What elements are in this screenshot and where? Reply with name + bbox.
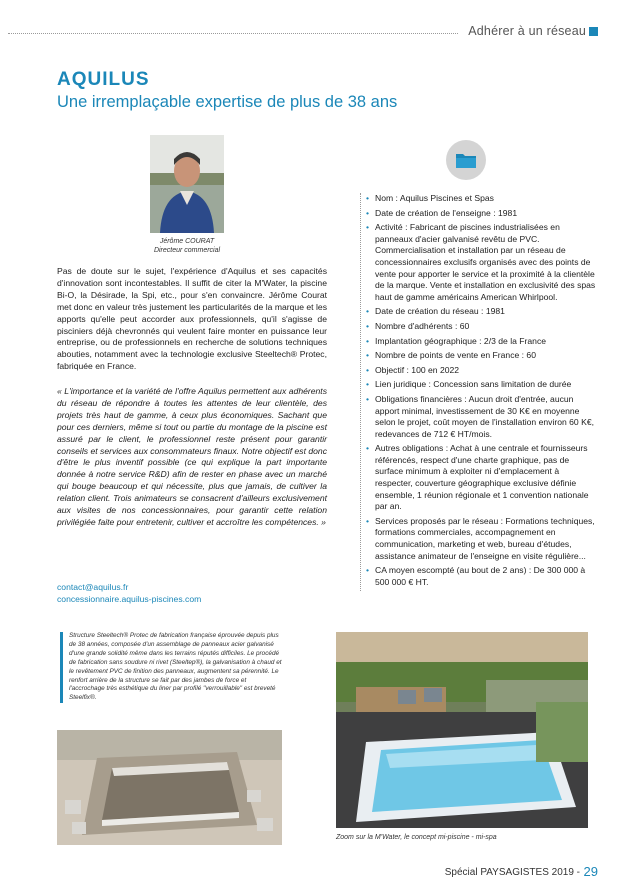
contact-email-link[interactable]: contact@aquilus.fr — [57, 582, 129, 592]
fact-item: • Lien juridique : Concession sans limitation de durée — [366, 379, 596, 391]
fact-item: • Nombre d'adhérents : 60 — [366, 321, 596, 333]
portrait-role: Directeur commercial — [153, 247, 221, 254]
portrait-photo — [150, 135, 224, 233]
intro-paragraph: Pas de doute sur le sujet, l'expérience d'Aquilus et ses capacités d'innovation sont incontestables. Il suffit de citer la M'Water, la piscine Bi-O, la Désirade, la Spi, etc., pour s'en convaincre. Jérôme Courat met donc en valeur très justement les particularités de la marque et les apports qu'elle peut accorder aux professionnels, qu'il s'agisse de pisciniers déjà chevronnés qui veulent faire monter en puissance leur entreprise, ou de professionnels en recherche de solutions techniques abouties, notamment avec la technologie exclusive Steeltech® Protec, fabriquée en France. — [57, 266, 327, 372]
structure-photo-caption: Structure Steeltech® Protec de fabrication française éprouvée depuis plus de 38 années, composée d'un assemblage de panneaux acier galvanisé d'une grande solidité même dans les terrains réputés difficiles. Le procédé de fabrication sans soudure ni rivet (Steeltep®), la galvanisation à chaud et le revêtement PVC de finition des panneaux, augmentent sa pérennité. Le renfort arrière de la structure se fait par des jambes de force et l'accrochage très esthétique du liner par profilé "verrouillable" est breveté Steelfix®. — [60, 632, 282, 703]
facts-list — [366, 193, 596, 588]
fact-item: • Date de création de l'enseigne : 1981 — [366, 208, 596, 220]
publication-footer: Spécial PAYSAGISTES 2019 - — [444, 867, 580, 878]
header-divider — [8, 33, 458, 34]
folder-icon — [446, 140, 486, 180]
fact-item: • Date de création du réseau : 1981 — [366, 306, 596, 318]
structure-photo — [57, 730, 282, 845]
fact-item: • Autres obligations : Achat à une centrale et fournisseurs référencés, respect d'une charte graphique, pas de surface minimum à exploiter ni d'emplacement à respecter, couverture géographique exclusive définie ensemble, 1 réunion régionale et 1 convention nationale par an. — [366, 443, 596, 513]
fact-item: • Objectif : 100 en 2022 — [366, 365, 596, 377]
article-title: AQUILUS — [57, 69, 150, 90]
portrait-name: Jérôme COURAT — [159, 238, 215, 245]
facts-sidebar — [360, 193, 596, 591]
article-subtitle: Une irremplaçable expertise de plus de 38 ans — [57, 93, 398, 111]
fact-item: • CA moyen escompté (au bout de 2 ans) : De 300 000 à 500 000 € HT. — [366, 565, 596, 588]
quote-paragraph: « L'importance et la variété de l'offre Aquilus permettent aux adhérents du réseau de répondre à toutes les attentes de leur clientèle, des projets très haut de gamme, à ceux plus économiques. Sachant que pour ces derniers, même si tout ou partie du montage de la piscine est assuré par le client, le professionnel reste présent pour garantir conseils et services aux consommateurs finaux. Notre objectif est donc d'être le plus inventif possible (ce qui explique la part importante donnée à notre service R&D) afin de rester en phase avec un marché qui bouge beaucoup et qui nécessite, plus que jamais, de cultiver la relation client. Trois animateurs se consacrent d'ailleurs exclusivement aux visites de nos concessionnaires, pour garantir cette relation privilégiée faite pour entretenir, cultiver et accroître les compétences. » — [57, 386, 327, 527]
fact-item: • Nom : Aquilus Piscines et Spas — [366, 193, 596, 205]
fact-item: • Activité : Fabricant de piscines industrialisées en panneaux d'acier galvanisé revêtu de PVC. Commercialisation et installation par un réseau de concessionnaires exclusifs organisés avec des points de vente pour apporter le service et la proximité à la clientèle de la marque. Vente et installation en exclusivité des spas haut de gamme américains American Whirlpool. — [366, 222, 596, 303]
section-label: Adhérer à un réseau — [468, 24, 586, 38]
section-marker — [589, 27, 598, 36]
fact-item: • Nombre de points de vente en France : 60 — [366, 350, 596, 362]
contact-site-link[interactable]: concessionnaire.aquilus-piscines.com — [57, 594, 202, 604]
fact-item: • Obligations financières : Aucun droit d'entrée, aucun apport minimal, investissement de 30 K€ en moyenne selon le projet, coût moyen de l'installation environ 60 K€, redevances de 712 € HT/mois. — [366, 394, 596, 440]
fact-item: • Services proposés par le réseau : Formations techniques, formations commerciales, accompagnement en communication, marketing et web, bureau d'études, assistance animateur de l'enseigne en visite régulière... — [366, 516, 596, 562]
fact-item: • Implantation géographique : 2/3 de la France — [366, 336, 596, 348]
page-number: 29 — [583, 864, 598, 879]
mwater-photo-caption: Zoom sur la M'Water, le concept mi-piscine - mi-spa — [336, 834, 497, 841]
mwater-photo — [336, 632, 588, 828]
